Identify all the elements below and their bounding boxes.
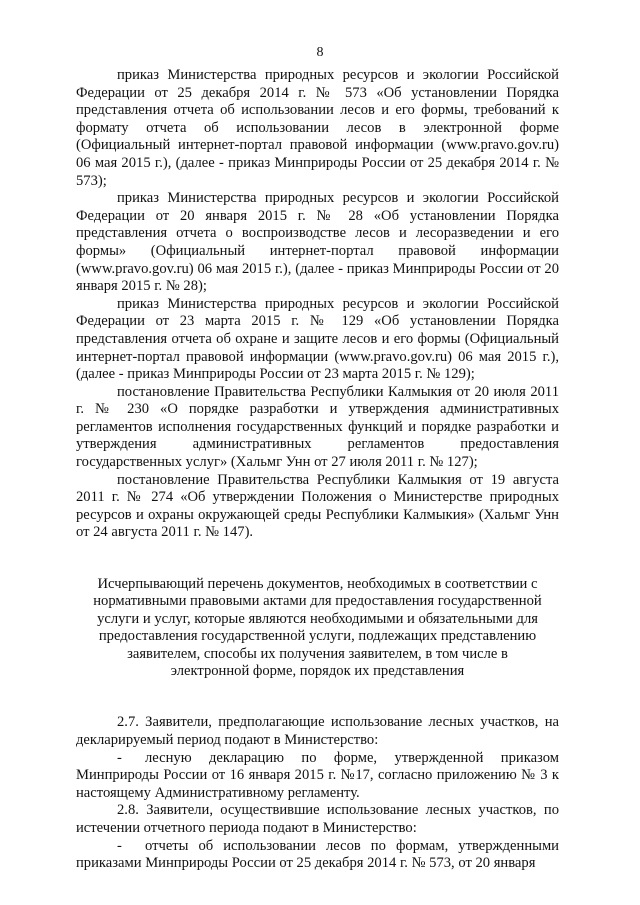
legal-act-paragraph: приказ Министерства природных ресурсов и экологии Российской Федерации от 25 декабря 2014 г. № 573 «Об установлении Порядка представления отчета об использовании лесов и его формы, требований к формату отчета об использовании лесов в электронной форме (Официальный интернет-портал правовой информации (www.pravo.gov.ru) 06 мая 2015 г.), (далее - приказ Минприроды России от 25 декабря 2014 г. № 573); xyxy=(76,67,559,189)
list-dash: - xyxy=(117,837,122,854)
legal-act-paragraph: приказ Министерства природных ресурсов и экологии Российской Федерации от 20 января 2015 г. № 28 «Об установлении Порядка представления отчета о воспроизводстве лесов и лесоразведении и его формы» (Официальный интернет-портал правовой информации (www.pravo.gov.ru) 06 мая 2015 г.), (далее - приказ Минприроды России от 20 января 2015 г. № 28); xyxy=(76,190,559,295)
clause-2-7-item xyxy=(76,750,559,803)
legal-act-paragraph: постановление Правительства Республики Калмыкия от 19 августа 2011 г. № 274 «Об утверждении Положения о Министерстве природных ресурсов и охраны окружающей среды Республики Калмыкия» (Хальмг Унн от 24 августа 2011 г. № 147). xyxy=(76,471,559,541)
clause-2-8-item xyxy=(76,838,559,873)
clause-2-7: 2.7. Заявители, предполагающие использование лесных участков, на декларируемый период подают в Министерство: xyxy=(76,714,559,749)
page-number: 8 xyxy=(316,45,324,60)
legal-act-paragraph: приказ Министерства природных ресурсов и экологии Российской Федерации от 23 марта 2015 г. № 129 «Об установлении Порядка представления отчета об охране и защите лесов и его формы (Официальный интернет-портал правовой информации (www.pravo.gov.ru) 06 мая 2015 г.), (далее - приказ Минприроды России от 23 марта 2015 г. № 129); xyxy=(76,295,559,383)
clause-2-8-item-text: отчеты об использовании лесов по формам, утвержденными приказами Минприроды России от 25 декабря 2014 г. № 573, от 20 января xyxy=(76,837,559,872)
clause-2-8: 2.8. Заявители, осуществившие использование лесных участков, по истечении отчетного периода подают в Министерство: xyxy=(76,802,559,837)
section-heading: Исчерпывающий перечень документов, необходимых в соответствии с нормативными правовыми актами для предоставления государственной услуги и услуг, которые являются необходимыми и обязательными для предоставления государственной услуги, подлежащих представлению заявителем, способы их получения заявителем, в том числе в электронной форме, порядок их представления xyxy=(93,576,542,680)
legal-act-paragraph: постановление Правительства Республики Калмыкия от 20 июля 2011 г. № 230 «О порядке разработки и утверждения административных регламентов исполнения государственных функций и порядке разработки и утверждения административных регламентов предоставления государственных услуг» (Хальмг Унн от 27 июля 2011 г. № 127); xyxy=(76,383,559,471)
list-dash: - xyxy=(117,749,122,766)
document-body xyxy=(76,67,559,873)
clause-2-7-item-text: лесную декларацию по форме, утвержденной приказом Минприроды России от 16 января 2015 г. №17, согласно приложению № 3 к настоящему Административному регламенту. xyxy=(76,749,559,801)
